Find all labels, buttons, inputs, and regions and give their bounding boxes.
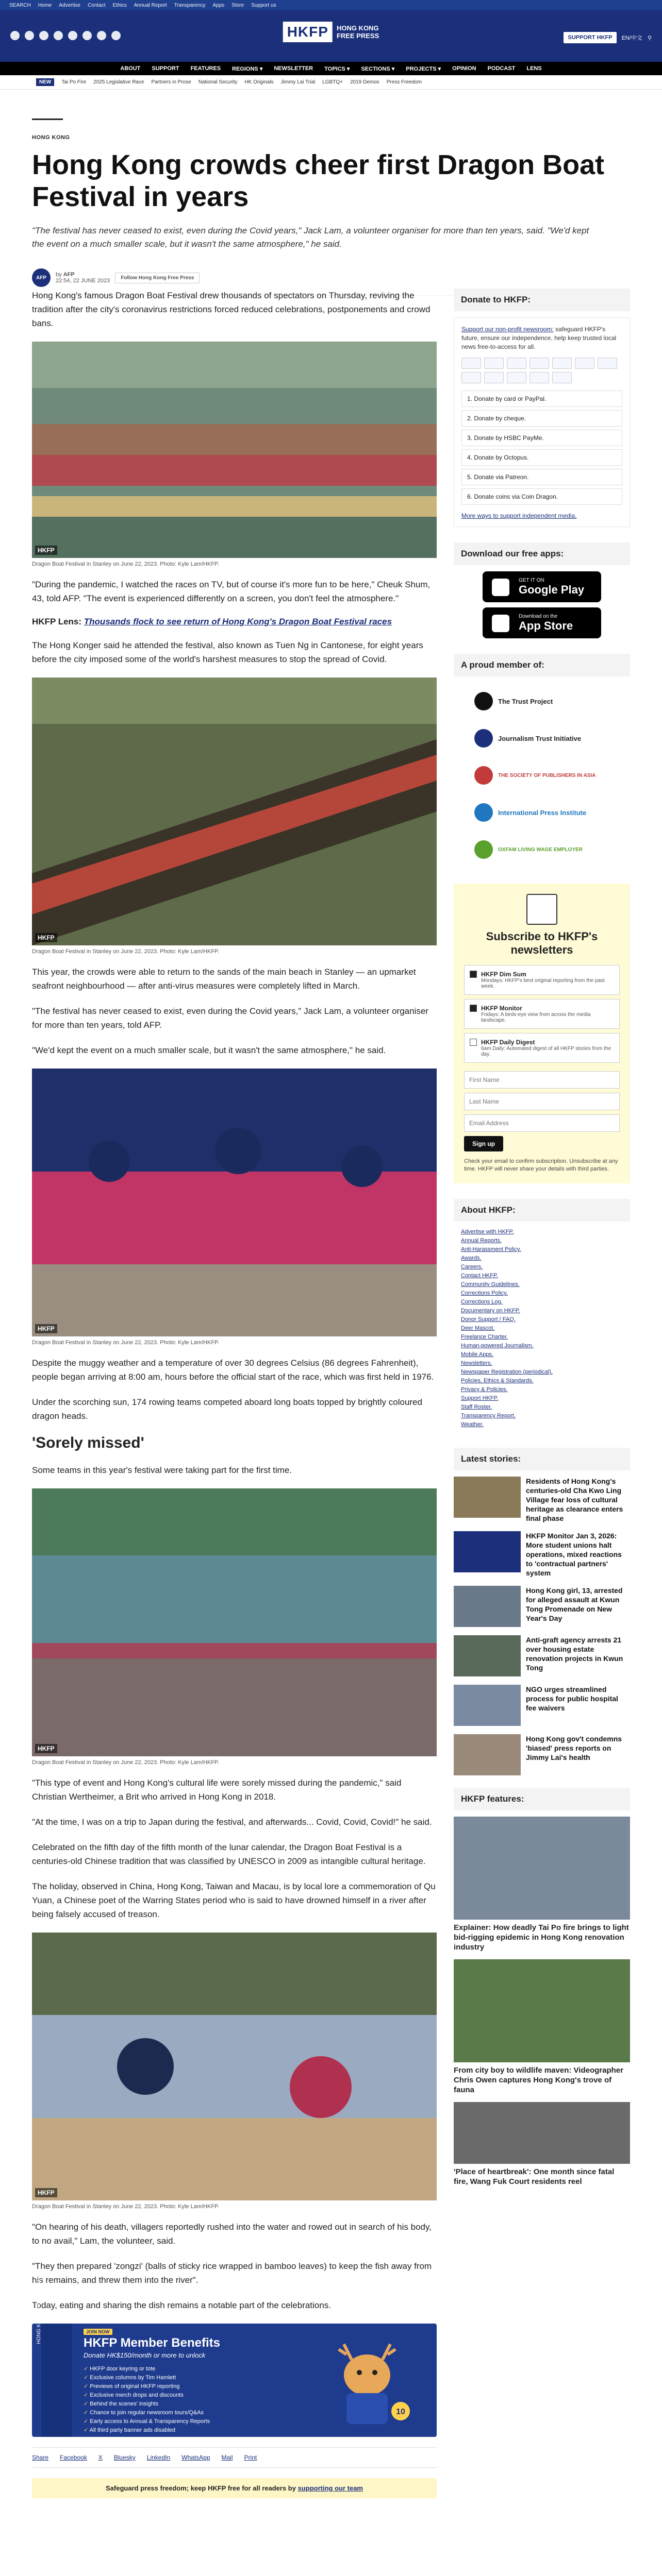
story-thumbnail [454,1477,521,1518]
photo-image [32,1069,437,1336]
story-item[interactable] [454,1586,630,1627]
paragraph: Celebrated on the fifth day of the fifth month of the lunar calendar, the Dragon Boat Festival is a centuries-old Chinese tradition that was classified by UNESCO in 2009 as intangible cultural heritage. [32,1842,426,1866]
nav-podcast[interactable]: PODCAST [487,65,516,72]
about-link[interactable]: Donor Support / FAQ. [461,1316,516,1323]
story-thumbnail [454,1586,521,1627]
donate-option[interactable]: 6. Donate coins via Coin Dragon. [461,488,622,505]
paragraph: The Hong Konger said he attended the festival, also known as Tuen Ng in Cantonese, for eight years before the city imposed some of the world's harshest measures to stop the spread of Covid. [32,640,423,664]
story-item[interactable] [454,1734,630,1775]
trend-item[interactable]: 2025 Legislative Race [93,79,144,85]
story-item[interactable] [454,1635,630,1676]
whatsapp-icon[interactable] [111,31,121,40]
signup-button[interactable]: Sign up [464,1136,503,1151]
instagram-icon[interactable] [39,31,48,40]
feature-item[interactable] [454,2102,630,2187]
paragraph: "We'd kept the event on a much smaller scale, but it wasn't the same atmosphere," he said. [32,1045,386,1055]
sopa-icon [474,766,493,785]
figure [32,1069,437,1346]
checkbox[interactable] [470,1005,477,1012]
jcb-icon [484,372,504,383]
about-links [454,1228,630,1434]
last-name-input[interactable] [464,1093,620,1110]
social-icons [10,31,121,40]
newsletter-title: Subscribe to HKFP's newsletters [486,930,598,956]
byline: AFP by AFP 22:54, 22 JUNE 2023 Follow Hong Kong Free Press [32,268,630,296]
about-link[interactable]: Deer Mascot. [461,1325,495,1331]
main-nav [0,62,662,75]
photo-caption: Dragon Boat Festival in Stanley on June 22, 2023. Photo: Kyle Lam/HKFP. [32,1759,220,1766]
share-mail[interactable]: Mail [221,2454,233,2461]
story-item[interactable] [454,1685,630,1726]
photo-image [32,342,437,558]
share-x[interactable]: X [98,2454,103,2461]
paragraph: The holiday, observed in China, Hong Kong, Taiwan and Macau, is by local lore a commemoration of Qu Yuan, a Chinese poet of the Warring States period who is said to have drowned himself in a river after being falsely accused of treason. [32,1882,436,1919]
about-link[interactable]: Annual Reports. [461,1238,502,1244]
story-title: Anti-graft agency arrests 21 over housing estate renovation projects in Kwun Tong [526,1636,623,1672]
trending-bar [0,75,662,90]
donate-option[interactable]: 5. Donate via Patreon. [461,469,622,485]
newsletter-option[interactable]: HKFP Monitor Fridays: A birds-eye view from across the media landscape. [464,999,620,1029]
publish-date: 22:54, 22 JUNE 2023 [56,278,110,284]
article-title: Hong Kong crowds cheer first Dragon Boat Festival in years [32,149,605,212]
trend-item[interactable]: Tai Po Fire [61,79,87,85]
photo-image [32,1488,437,1756]
banner-price: Donate HK$150/month or more to unlock [84,2351,206,2359]
oxfam-icon [474,840,493,859]
about-link[interactable]: Privacy & Policies. [461,1386,508,1393]
paragraph: This year, the crowds were able to return to the sands of the main beach in Stanley — an upmarket seafront neighbourhood — after anti-virus measures were completely lifted in March. [32,967,416,991]
benefit-item: ✓ Previews of original HKFP reporting [84,2382,210,2391]
about-link[interactable]: Transparency Report. [461,1413,516,1419]
share-whatsapp[interactable]: WhatsApp [181,2454,210,2461]
donate-option[interactable]: 1. Donate by card or PayPal. [461,391,622,407]
trend-item[interactable]: 2019 Demos [350,79,379,85]
ipi-icon [474,803,493,822]
member-logo[interactable]: Journalism Trust Initiative [454,720,630,757]
banner-vertical-text: HONG KONG FREE PRESS [36,2278,42,2344]
feature-item[interactable] [454,1959,630,2095]
search-icon[interactable]: ⚲ [647,35,652,41]
photo-stanley-bay[interactable] [32,1488,437,1756]
visa-icon [484,358,504,369]
figure [32,1488,437,1766]
about-link[interactable]: Weather. [461,1421,484,1428]
about-link[interactable]: Mobile Apps. [461,1351,493,1358]
payme-icon [507,372,526,383]
feature-image [454,2102,630,2164]
checkbox[interactable] [470,971,477,978]
nav-topics[interactable]: TOPICS ▾ [324,65,350,72]
benefits-list [84,2365,210,2435]
about-link[interactable]: Careers. [461,1264,483,1270]
lens-label: HKFP Lens: [32,617,82,626]
google-play-badge[interactable]: GET IT ON Google Play [483,571,601,602]
share-linkedin[interactable]: LinkedIn [146,2454,171,2461]
nav-features[interactable]: FEATURES [190,65,221,72]
share-facebook[interactable]: Facebook [60,2454,87,2461]
facebook-icon[interactable] [10,31,20,40]
newsletter-box [454,884,630,1183]
donate-lead-text: safeguard HKFP's future, ensure our independence, help keep trusted local news free-to-access for all. [461,326,617,350]
benefit-item: ✓ Chance to join regular newsroom tours/Q&As [84,2409,210,2417]
story-item[interactable] [454,1531,630,1578]
top-link-home[interactable]: Home [38,2,52,8]
deer-mascot-icon [323,2334,411,2427]
promo-text: Safeguard press freedom; keep HKFP free for all readers by [106,2484,296,2492]
app-store-badge[interactable]: Download on the App Store [483,607,601,638]
site-logo[interactable] [283,22,379,42]
nav-newsletter[interactable]: NEWSLETTER [274,65,313,72]
trust-project-icon [474,692,493,710]
paragraph: Today, eating and sharing the dish remains a notable part of the celebrations. [32,2300,331,2310]
about-link[interactable]: Awards. [461,1255,482,1261]
octopus-icon [529,372,549,383]
photo-caption: Dragon Boat Festival in Stanley on June 22, 2023. Photo: Kyle Lam/HKFP. [32,561,220,567]
paragraph: Some teams in this year's festival were taking part for the first time. [32,1465,292,1475]
share-label: Share [32,2454,49,2461]
support-hkfp-button[interactable]: SUPPORT HKFP [564,32,616,43]
anniversary-badge: 10 [396,2408,405,2416]
paypal-icon [461,358,481,369]
nav-regions[interactable]: REGIONS ▾ [232,65,263,72]
story-title: Hong Kong girl, 13, arrested for alleged assault at Kwun Tong Promenade on New Year's Day [526,1586,623,1622]
photo-caption: Dragon Boat Festival in Stanley on June 22, 2023. Photo: Kyle Lam/HKFP. [32,1340,220,1346]
google-play-icon [492,579,509,596]
about-heading: About HKFP: [454,1199,630,1222]
benefit-item: ✓ All third party banner ads disabled [84,2426,210,2435]
benefit-item: ✓ Exclusive columns by Tim Hamlett [84,2374,210,2382]
photo-beach-crowd[interactable] [32,1933,437,2200]
top-link-store[interactable]: Store [231,2,244,8]
story-title: HKFP Monitor Jan 3, 2026: More student unions halt operations, mixed reactions to 'contractual partners' system [526,1532,622,1577]
about-link[interactable]: Newspaper Registration (periodical). [461,1369,553,1375]
newsletter-note: Check your email to confirm subscription. Unsubscribe at any time. HKFP will never share your details with third parties. [464,1158,618,1172]
jti-icon [474,729,493,748]
nav-sections[interactable]: SECTIONS ▾ [361,65,395,72]
figure [32,1933,437,2210]
envelope-icon [526,894,557,925]
more-ways-link[interactable]: More ways to support independent media. [461,512,577,519]
top-link-transparency[interactable]: Transparency [174,2,206,8]
sidebar [454,289,630,2194]
hkfp-watermark: HKFP [35,546,57,555]
about-link[interactable]: Staff Roster. [461,1404,492,1410]
about-link[interactable]: Documentary on HKFP. [461,1308,520,1314]
nav-support[interactable]: SUPPORT [152,65,179,72]
figure [32,677,437,955]
donate-option[interactable]: 2. Donate by cheque. [461,410,622,427]
latest-heading: Latest stories: [454,1448,630,1470]
email-input[interactable] [464,1114,620,1132]
feature-title: Explainer: How deadly Tai Po fire brings to light bid-rigging epidemic in Hong Kong renovation industry [454,1923,629,1952]
benefit-item: ✓ Behind the scenes' insights [84,2400,210,2409]
newsletter-option[interactable]: HKFP Daily Digest 6am Daily: Automated digest of all HKFP stories from the day. [464,1033,620,1063]
paragraph: Hong Kong's famous Dragon Boat Festival drew thousands of spectators on Thursday, reviving the tradition after the city's coronavirus restrictions forced reduced celebrations, postponements and crowd bans. [32,291,431,328]
paragraph: "On hearing of his death, villagers reportedly rushed into the water and rowed out in search of his body, to no avail," Lam, the volunteer, said. [32,2222,432,2246]
benefit-item: ✓ HKFP door keyring or tote [84,2365,210,2374]
nav-projects[interactable]: PROJECTS ▾ [406,65,441,72]
story-title: Residents of Hong Kong's centuries-old Cha Kwo Ling Village fear loss of cultural heritage as clearance enters final phase [526,1477,623,1522]
join-now-button[interactable]: JOIN NOW [84,2329,112,2335]
first-name-input[interactable] [464,1071,620,1089]
article-header [32,118,630,309]
amex-icon [529,358,549,369]
photo-caption: Dragon Boat Festival in Stanley on June 22, 2023. Photo: Kyle Lam/HKFP. [32,948,220,955]
latest-stories [454,1477,630,1775]
top-utility-bar [0,0,662,10]
trend-item[interactable]: National Security [198,79,238,85]
photo-image [32,1933,437,2200]
promo-link[interactable]: supporting our team [297,2484,363,2492]
story-title: NGO urges streamlined process for public hospital fee waivers [526,1685,618,1712]
section-heading: 'Sorely missed' [32,1434,144,1451]
member-logo[interactable]: International Press Institute [454,794,630,831]
feature-image [454,1817,630,1920]
feature-title: From city boy to wildlife maven: Videographer Chris Owen captures Hong Kong's trove of fauna [454,2066,623,2094]
follow-button[interactable]: Follow Hong Kong Free Press [115,273,200,283]
author-avatar: AFP [32,268,51,287]
trend-item[interactable]: Press Freedom [386,79,422,85]
trend-item[interactable]: Partners in Prose [151,79,191,85]
hkfp-watermark: HKFP [35,1324,57,1333]
top-link-advertise[interactable]: Advertise [59,2,81,8]
donate-heading: Donate to HKFP: [454,289,630,311]
member-logo[interactable]: The Trust Project [454,683,630,720]
share-bluesky[interactable]: Bluesky [113,2454,136,2461]
hkfp-lens-link [32,617,437,627]
masthead [0,10,662,62]
feature-item[interactable] [454,1817,630,1952]
about-link[interactable]: Newsletters. [461,1360,492,1366]
language-switch[interactable]: EN/中文 [621,35,642,41]
article-category[interactable]: HONG KONG [32,134,70,141]
lens-article-link[interactable]: Thousands flock to see return of Hong Kong's Dragon Boat Festival races [84,617,392,626]
about-link[interactable]: Corrections Policy. [461,1290,508,1296]
unionpay-icon [461,372,481,383]
donate-lead-link[interactable]: Support our non-profit newsroom: [461,326,554,333]
benefit-item: ✓ Exclusive merch drops and discounts [84,2391,210,2400]
photo-team-huddle[interactable] [32,1069,437,1336]
photo-dragon-boat-race[interactable] [32,342,437,558]
donate-option[interactable]: 3. Donate by HSBC PayMe. [461,430,622,446]
banner-title: HKFP Member Benefits [84,2336,220,2350]
author-name[interactable]: AFP [63,272,75,278]
mail-icon[interactable] [82,31,92,40]
share-bar [32,2447,437,2468]
about-link[interactable]: Anti-Harassment Policy. [461,1246,521,1252]
photo-caption: Dragon Boat Festival in Stanley on June 22, 2023. Photo: Kyle Lam/HKFP. [32,2204,220,2210]
trend-item[interactable]: Jimmy Lai Trial [280,79,316,85]
about-link[interactable]: Advertise with HKFP. [461,1229,514,1235]
about-link[interactable]: Support HKFP. [461,1395,499,1401]
mastercard-icon [507,358,526,369]
x-icon[interactable] [25,31,34,40]
top-link-apps[interactable]: Apps [212,2,225,8]
trend-item[interactable]: LGBTQ+ [322,79,343,85]
telegram-icon[interactable] [97,31,106,40]
paragraph: "This type of event and Hong Kong's cultural life were sorely missed during the pandemic," said Christian Wertheimer, a Brit who arrived in Hong Kong in 2018. [32,1778,402,1802]
story-thumbnail [454,1734,521,1775]
top-link-support[interactable]: Support us [251,2,276,8]
story-thumbnail [454,1635,521,1676]
apple-icon [492,615,509,632]
nav-lens[interactable]: LENS [526,65,542,72]
features-heading: HKFP features: [454,1788,630,1810]
share-print[interactable]: Print [244,2454,257,2461]
story-thumbnail [454,1685,521,1726]
donate-option[interactable]: 4. Donate by Octopus. [461,449,622,466]
figure [32,342,437,567]
top-link-ethics[interactable]: Ethics [112,2,127,8]
article-body [32,289,437,2498]
photo-image [32,677,437,945]
member-logo[interactable]: THE SOCIETY OF PUBLISHERS IN ASIA [454,757,630,794]
nav-about[interactable]: ABOUT [120,65,141,72]
about-link[interactable]: Community Guidelines. [461,1281,520,1287]
about-link[interactable]: Freelance Charter. [461,1334,508,1340]
story-item[interactable] [454,1477,630,1523]
apps-heading: Download our free apps: [454,543,630,565]
hkfp-watermark: HKFP [35,1744,57,1753]
article-deck: "The festival has never ceased to exist, even during the Covid years," Jack Lam, a volunteer organiser for more than ten years, said. "We'd kept the event on a much smaller scale, but it wasn't the same atmosphere," he said. [32,226,589,249]
donate-box [454,317,630,527]
feature-title: 'Place of heartbreak': One month since fatal fire, Wang Fuk Court residents reel [454,2167,615,2186]
logo-line-2: FREE PRESS [336,32,379,40]
story-thumbnail [454,1531,521,1572]
paragraph: Under the scorching sun, 174 rowing teams competed aboard long boats topped by brightly coloured dragon heads. [32,1397,422,1421]
payment-methods [461,358,622,383]
new-badge: NEW [36,78,54,86]
newsletter-option[interactable]: HKFP Dim Sum Mondays: HKFP's best original reporting from the past week. [464,965,620,995]
threads-icon[interactable] [54,31,63,40]
hkfp-watermark: HKFP [35,2188,57,2197]
paragraph: "They then prepared 'zongzi' (balls of sticky rice wrapped in bamboo leaves) to keep the fish away from his remains, and threw them into the river". [32,2261,432,2285]
logo-mark: HKFP [283,22,333,42]
member-heading: A proud member of: [454,654,630,676]
fps-icon [552,372,572,383]
support-promo [32,2478,437,2498]
feature-image [454,1959,630,2062]
top-link-contact[interactable]: Contact [88,2,106,8]
card-icon [598,358,617,369]
about-link[interactable]: Contact HKFP. [461,1273,498,1279]
member-logo[interactable]: OXFAM LIVING WAGE EMPLOYER [454,831,630,868]
paragraph: Despite the muggy weather and a temperature of over 30 degrees Celsius (86 degrees Fahrenheit), people began arriving at 8:00 am, hours before the official start of the race, which was first held in 1976. [32,1358,434,1382]
trend-item[interactable]: HK Originals [244,79,274,85]
checkbox[interactable] [470,1039,477,1046]
google-pay-icon [575,358,594,369]
nav-opinion[interactable]: OPINION [452,65,476,72]
search-link[interactable]: SEARCH [9,2,31,8]
youtube-icon[interactable] [68,31,77,40]
hkfp-watermark: HKFP [35,933,57,942]
top-link-annual-report[interactable]: Annual Report [134,2,167,8]
paragraph: "During the pandemic, I watched the races on TV, but of course it's more fun to be here," Cheuk Shum, 43, told AFP. "The event is experienced differently on a screen, you don't feel the atmosphere." [32,580,431,603]
benefit-item: ✓ Early access to Annual & Transparency Reports [84,2417,210,2426]
logo-line-1: HONG KONG [336,24,379,32]
about-link[interactable]: Human-powered Journalism. [461,1343,534,1349]
paragraph: "The festival has never ceased to exist, even during the Covid years," Jack Lam, a volunteer organiser for more than ten years, told AFP. [32,1006,428,1030]
divider [32,118,63,120]
photo-dragon-boat-rowers[interactable] [32,677,437,945]
about-link[interactable]: Policies, Ethics & Standards. [461,1378,534,1384]
about-link[interactable]: Corrections Log. [461,1299,503,1305]
story-title: Hong Kong gov't condemns 'biased' press reports on Jimmy Lai's health [526,1735,622,1761]
paragraph: "At the time, I was on a trip to Japan during the festival, and afterwards... Covid, Covid, Covid!" he said. [32,1817,432,1827]
apple-pay-icon [552,358,572,369]
